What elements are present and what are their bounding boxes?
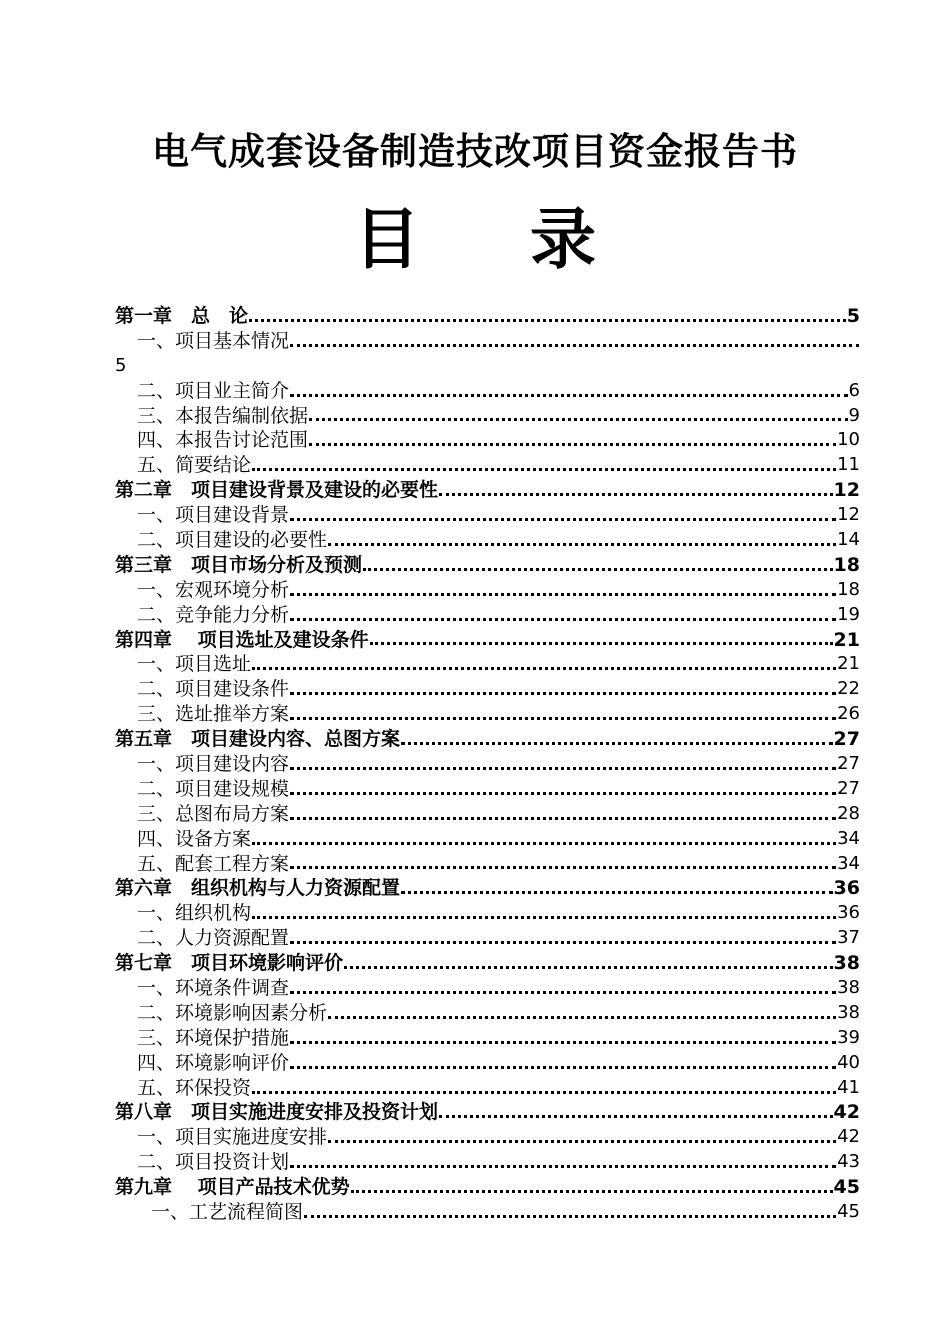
toc-entry-label: 第三章 项目市场分析及预测 xyxy=(115,553,363,576)
toc-entry xyxy=(115,1051,860,1076)
toc-entry-label: 二、人力资源配置 xyxy=(137,927,290,950)
toc-entry-label: 第一章 总 论 xyxy=(115,304,249,327)
toc-entry-page: 12 xyxy=(837,504,860,526)
toc-entry-page: 43 xyxy=(837,1151,860,1173)
toc-entry xyxy=(115,404,860,429)
toc-leader-dots xyxy=(344,966,833,969)
toc-leader-dots xyxy=(309,443,836,446)
toc-entry xyxy=(115,702,860,727)
toc-entry-page: 27 xyxy=(837,777,860,799)
toc-leader-dots xyxy=(290,518,836,521)
toc-entry-label: 四、环境影响评价 xyxy=(137,1051,290,1074)
toc-entry xyxy=(115,852,860,877)
toc-entry-page: 41 xyxy=(837,1076,860,1098)
toc-entry xyxy=(115,926,860,951)
toc-entry-label: 二、项目建设条件 xyxy=(137,678,290,701)
toc-entry-page: 12 xyxy=(833,479,860,502)
toc-leader-dots xyxy=(401,891,833,894)
toc-leader-dots xyxy=(439,1115,833,1118)
toc-entry-page: 21 xyxy=(833,628,860,651)
toc-entry-page: 38 xyxy=(833,952,860,975)
toc-entry xyxy=(115,1200,860,1225)
toc-entry xyxy=(115,752,860,777)
toc-entry-page: 36 xyxy=(837,902,860,924)
toc-entry xyxy=(115,1125,860,1150)
toc-entry-page: 19 xyxy=(837,603,860,625)
toc-leader-dots xyxy=(290,344,859,347)
toc-entry-page: 38 xyxy=(837,977,860,999)
toc-entry-page: 37 xyxy=(837,927,860,949)
toc-entry-page-wrap xyxy=(115,354,860,379)
toc-entry-label: 第五章 项目建设内容、总图方案 xyxy=(115,728,401,751)
toc-entry-page: 14 xyxy=(837,529,860,550)
toc-leader-dots xyxy=(290,1066,836,1069)
toc-entry-page: 42 xyxy=(837,1126,860,1148)
toc-entry-page: 10 xyxy=(837,429,860,451)
toc-entry-page: 27 xyxy=(837,753,860,775)
toc-chapter xyxy=(115,1175,860,1200)
toc-entry xyxy=(115,802,860,827)
toc-entry-label: 第八章 项目实施进度安排及投资计划 xyxy=(115,1101,439,1124)
toc-entry-label: 三、环境保护措施 xyxy=(137,1026,290,1049)
toc-entry-label: 二、项目建设的必要性 xyxy=(137,529,328,551)
toc-entry xyxy=(115,329,860,354)
toc-leader-dots xyxy=(290,866,836,869)
toc-entry-page: 34 xyxy=(837,827,860,849)
toc-entry xyxy=(115,578,860,603)
toc-entry-label: 二、项目投资计划 xyxy=(137,1151,290,1174)
toc-entry-label: 一、宏观环境分析 xyxy=(137,578,290,601)
toc-leader-dots xyxy=(290,593,836,596)
toc-leader-dots xyxy=(401,742,833,745)
toc-entry-label: 二、环境影响因素分析 xyxy=(137,1001,328,1024)
toc-chapter xyxy=(115,478,860,503)
toc-entry-label: 三、本报告编制依据 xyxy=(137,404,309,427)
toc-entry-label: 第九章 项目产品技术优势 xyxy=(115,1176,350,1199)
toc-entry-page: 28 xyxy=(837,802,860,824)
toc-entry-label: 四、本报告讨论范围 xyxy=(137,429,309,452)
toc-entry xyxy=(115,1150,860,1175)
toc-entry xyxy=(115,1001,860,1026)
toc-leader-dots xyxy=(304,1215,836,1218)
toc-entry-page: 9 xyxy=(848,404,860,426)
toc-entry-label: 一、环境条件调查 xyxy=(137,977,290,1000)
toc-entry-page: 11 xyxy=(837,454,860,476)
toc-entry-page: 34 xyxy=(837,852,860,874)
toc-entry xyxy=(115,976,860,1001)
toc-entry-label: 一、项目实施进度安排 xyxy=(137,1126,328,1149)
toc-entry xyxy=(115,453,860,478)
toc-chapter xyxy=(115,628,860,653)
toc-leader-dots xyxy=(290,817,836,820)
toc-entry-label: 五、配套工程方案 xyxy=(137,852,290,875)
toc-entry-label: 四、设备方案 xyxy=(137,827,252,850)
toc-chapter xyxy=(115,304,860,329)
toc-entry-page: 21 xyxy=(837,653,860,675)
toc-leader-dots xyxy=(290,767,836,770)
toc-leader-dots xyxy=(363,568,833,571)
toc-leader-dots xyxy=(290,618,836,621)
toc-entry xyxy=(115,428,860,453)
toc-leader-dots xyxy=(309,418,848,421)
toc-entry-label: 一、项目基本情况 xyxy=(137,329,290,352)
toc-entry-page: 36 xyxy=(833,877,860,900)
toc-entry-label: 第四章 项目选址及建设条件 xyxy=(115,628,369,651)
toc-leader-dots xyxy=(290,717,836,720)
toc-entry-label: 一、工艺流程简图 xyxy=(151,1201,304,1224)
toc-leader-dots xyxy=(252,468,836,471)
toc-entry-page: 26 xyxy=(837,703,860,725)
toc-entry-label: 一、项目建设内容 xyxy=(137,753,290,776)
toc-entry xyxy=(115,901,860,926)
toc-entry xyxy=(115,1076,860,1101)
toc-entry-label: 五、简要结论 xyxy=(137,454,252,477)
toc-entry-page: 39 xyxy=(837,1026,860,1048)
toc-leader-dots xyxy=(252,842,836,845)
toc-leader-dots xyxy=(328,543,836,546)
toc-chapter xyxy=(115,951,860,976)
toc-entry-label: 一、项目选址 xyxy=(137,653,252,676)
toc-chapter xyxy=(115,727,860,752)
toc-leader-dots xyxy=(290,1165,836,1168)
toc-leader-dots xyxy=(290,692,836,695)
toc-entry-page: 45 xyxy=(833,1176,860,1199)
toc-leader-dots xyxy=(249,319,846,322)
toc-entry-label: 二、项目业主简介 xyxy=(137,379,290,402)
toc-entry-page: 18 xyxy=(837,578,860,600)
toc-leader-dots xyxy=(370,642,833,645)
toc-entry-label: 一、组织机构 xyxy=(137,902,252,925)
toc-entry xyxy=(115,677,860,702)
toc-entry-label: 二、竞争能力分析 xyxy=(137,603,290,626)
toc-chapter xyxy=(115,1101,860,1126)
toc-leader-dots xyxy=(290,1041,836,1044)
table-of-contents xyxy=(115,304,860,1225)
toc-entry-page: 45 xyxy=(837,1201,860,1223)
toc-leader-dots xyxy=(290,991,836,994)
toc-entry-page: 40 xyxy=(837,1051,860,1073)
toc-chapter xyxy=(115,876,860,901)
toc-entry-label: 三、总图布局方案 xyxy=(137,802,290,825)
toc-entry-page: 22 xyxy=(837,678,860,700)
toc-entry xyxy=(115,503,860,528)
toc-entry xyxy=(115,777,860,802)
toc-entry-label: 第二章 项目建设背景及建设的必要性 xyxy=(115,479,439,502)
toc-heading-right: 录 xyxy=(530,201,596,278)
toc-entry-page: 6 xyxy=(848,379,860,401)
toc-entry xyxy=(115,652,860,677)
toc-leader-dots xyxy=(290,394,848,397)
toc-entry xyxy=(115,1026,860,1051)
toc-leader-dots xyxy=(328,1140,836,1143)
toc-entry-label: 第六章 组织机构与人力资源配置 xyxy=(115,877,401,900)
toc-heading-left: 目 xyxy=(354,201,420,278)
toc-entry-label: 二、项目建设规模 xyxy=(137,777,290,800)
toc-leader-dots xyxy=(351,1190,833,1193)
toc-entry xyxy=(115,379,860,404)
toc-entry xyxy=(115,827,860,852)
toc-leader-dots xyxy=(328,1016,836,1019)
toc-leader-dots xyxy=(439,493,833,496)
toc-leader-dots xyxy=(290,941,836,944)
toc-entry-page: 38 xyxy=(837,1001,860,1023)
document-title: 电气成套设备制造技改项目资金报告书 xyxy=(152,130,798,173)
toc-leader-dots xyxy=(252,1091,836,1094)
toc-leader-dots xyxy=(252,916,836,919)
toc-leader-dots xyxy=(290,792,836,795)
toc-entry-page: 5 xyxy=(115,354,127,376)
toc-leader-dots xyxy=(252,667,836,670)
toc-entry-page: 42 xyxy=(833,1101,860,1124)
toc-entry-label: 第七章 项目环境影响评价 xyxy=(115,952,344,975)
toc-entry-page: 18 xyxy=(833,553,860,576)
toc-entry-page: 27 xyxy=(833,728,860,751)
toc-heading xyxy=(0,200,950,280)
toc-entry-label: 五、环保投资 xyxy=(137,1076,252,1099)
toc-chapter xyxy=(115,553,860,578)
toc-entry-label: 一、项目建设背景 xyxy=(137,504,290,527)
toc-entry xyxy=(115,603,860,628)
toc-entry-label: 三、选址推举方案 xyxy=(137,703,290,726)
toc-entry xyxy=(115,528,860,553)
toc-entry-page: 5 xyxy=(846,304,860,327)
